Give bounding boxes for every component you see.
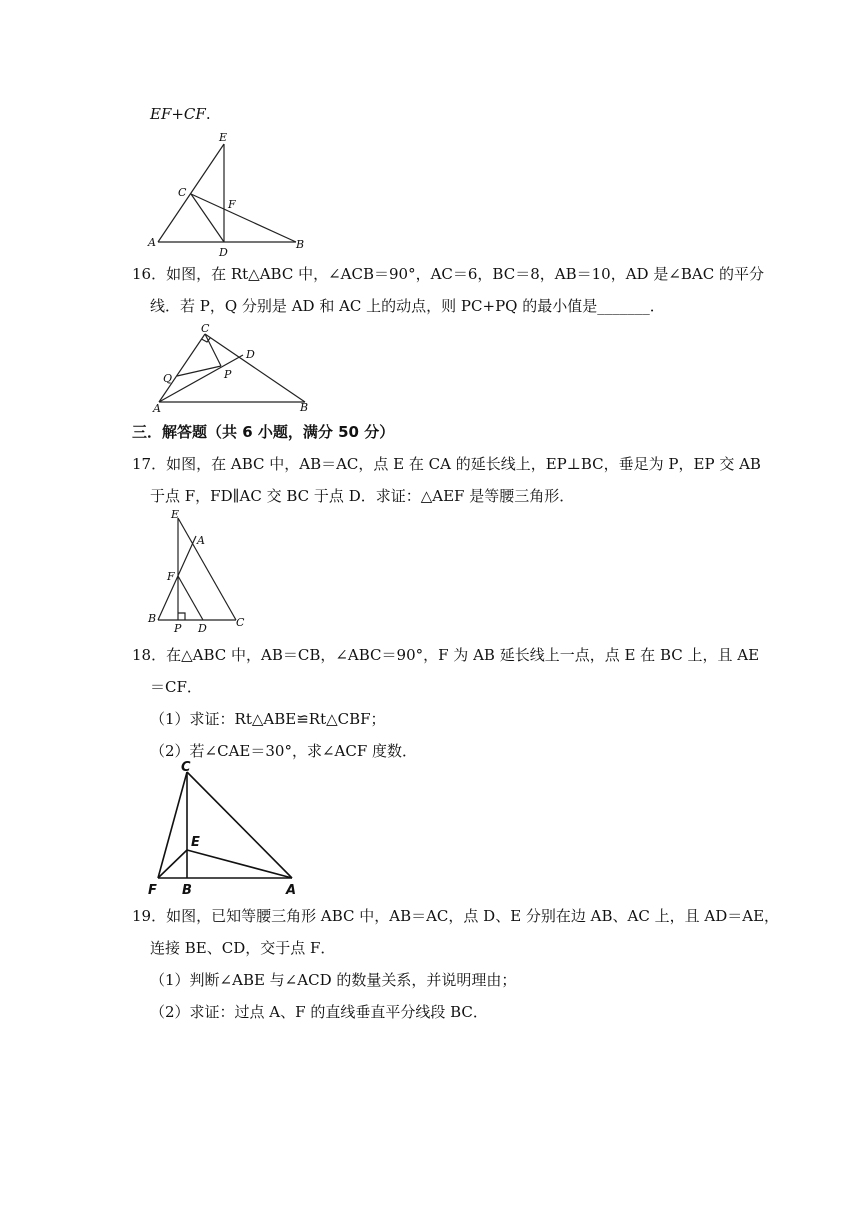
q18-label-e: E (191, 835, 200, 850)
q17-label-b: B (148, 612, 157, 625)
q18-label-f: F (148, 883, 157, 898)
q16-label-b: B (300, 401, 309, 414)
q15-label-a: A (148, 236, 156, 249)
q15-tail-period: . (205, 105, 211, 123)
q15-edge-cb (191, 194, 296, 242)
q17-right-angle-mark (178, 613, 185, 620)
q17-label-e: E (171, 508, 180, 521)
q18-label-c: C (181, 760, 191, 775)
q16-label-p: P (224, 368, 232, 381)
q15-label-c: C (178, 186, 187, 199)
q19-sub2: （2）求证：过点 A、F 的直线垂直平分线段 BC． (150, 1003, 488, 1021)
q16-edge-ac (159, 334, 205, 402)
q16-label-q: Q (163, 372, 173, 385)
q16-label-d: D (246, 348, 255, 361)
q17-label-c: C (236, 616, 245, 629)
q16-figure (145, 322, 315, 414)
q16-label-c: C (201, 322, 210, 335)
q18-label-b: B (182, 883, 192, 898)
q18-line1: 18．在△ABC 中，AB＝CB，∠ABC＝90°，F 为 AB 延长线上一点，点 E 在 BC 上，且 AE (132, 646, 760, 664)
q17-label-a: A (197, 534, 205, 547)
section-3-heading: 三．解答题（共 6 小题，满分 50 分） (132, 423, 395, 441)
q15-tail-expr: EF+CF (150, 105, 206, 123)
q17-edge-ec (178, 518, 236, 620)
q16-answer-blank: _______ (597, 297, 650, 315)
q18-label-a: A (286, 883, 297, 898)
q19-line1: 19．如图，已知等腰三角形 ABC 中，AB＝AC，点 D、E 分别在边 AB、AC 上，且 AD＝AE， (132, 907, 780, 925)
q15-tail (150, 104, 211, 124)
q18-figure (140, 758, 310, 898)
q15-label-d: D (219, 246, 228, 259)
q17-line2: 于点 F，FD∥AC 交 BC 于点 D．求证：△AEF 是等腰三角形． (150, 487, 575, 505)
q19-line2: 连接 BE、CD，交于点 F． (150, 939, 336, 957)
q15-figure (140, 130, 310, 260)
q18-sub2: （2）若∠CAE＝30°，求∠ACF 度数． (150, 742, 418, 760)
q17-label-d: D (198, 622, 207, 634)
q18-line2: ＝CF． (150, 678, 202, 696)
q16-line2-text: 线．若 P，Q 分别是 AD 和 AC 上的动点，则 PC+PQ 的最小值是 (150, 297, 598, 315)
q19-sub1: （1）判断∠ABE 与∠ACD 的数量关系，并说明理由； (150, 971, 517, 989)
q16-line2 (150, 296, 665, 316)
q15-label-e: E (219, 131, 228, 144)
q16-label-a: A (153, 402, 161, 414)
q17-edge-ab (158, 536, 196, 620)
q17-label-p: P (174, 622, 182, 634)
q15-label-b: B (296, 238, 305, 251)
q18-edge-ea (187, 850, 292, 878)
q16-line2-end: ． (649, 297, 665, 315)
q17-figure (142, 508, 252, 634)
q18-edge-fc (158, 772, 187, 878)
q18-edge-ca (187, 772, 292, 878)
q17-label-f: F (167, 570, 175, 583)
q18-sub1: （1）求证：Rt△ABE≌Rt△CBF； (150, 710, 386, 728)
q15-label-f: F (228, 198, 236, 211)
q17-line1: 17．如图，在 ABC 中，AB＝AC，点 E 在 CA 的延长线上，EP⊥BC，垂足为 P，EP 交 AB (132, 455, 761, 473)
q16-line1: 16．如图，在 Rt△ABC 中，∠ACB＝90°，AC＝6，BC＝8，AB＝10，AD 是∠BAC 的平分 (132, 265, 764, 283)
